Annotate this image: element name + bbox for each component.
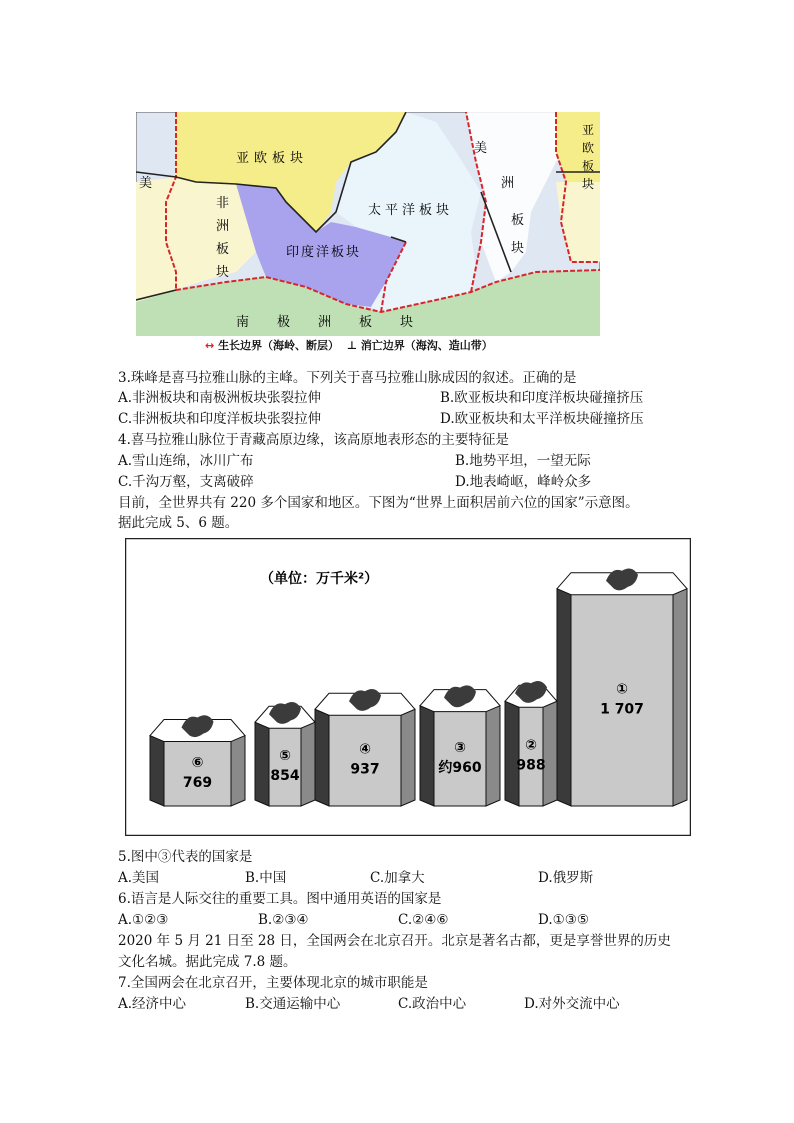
bar-rank-label: ⑤ — [279, 748, 291, 765]
q7-option-c: C.政治中心 — [398, 996, 467, 1012]
intro-7-8-line1: 2020 年 5 月 21 日至 28 日，全国两会在北京召开。北京是著名古都，更是享誉世界的历史 — [118, 933, 671, 949]
area-bar — [557, 568, 687, 806]
q5-option-b: B.中国 — [245, 870, 287, 886]
area-bar — [150, 715, 245, 806]
q7-option-a: A.经济中心 — [118, 996, 187, 1012]
label-america-1: 美 — [474, 141, 488, 156]
label-pacific: 太平洋板块 — [368, 203, 454, 218]
bar-side — [505, 701, 519, 806]
q3-option-c: C.非洲板块和印度洋板块张裂拉伸 — [118, 411, 322, 427]
label-africa-4: 块 — [216, 265, 230, 280]
label-america-4: 块 — [511, 241, 525, 256]
q5-option-d: D.俄罗斯 — [538, 870, 594, 886]
bar-rank-label: ⑥ — [191, 754, 204, 771]
bar-side — [557, 589, 571, 806]
q5-stem: 5.图中③代表的国家是 — [118, 849, 253, 865]
area-bar — [505, 681, 557, 806]
label-america-left: 美 — [139, 176, 153, 191]
legend-subduction: 消亡边界（海沟、造山带） — [360, 339, 493, 352]
q4-option-d: D.地表崎岖，峰岭众多 — [455, 474, 592, 490]
label-eurasia-right-4: 块 — [582, 177, 595, 191]
bar-side-right — [486, 706, 500, 806]
bar-rank-label: ② — [525, 737, 537, 754]
label-eurasia-right-2: 欧 — [582, 141, 595, 155]
chart-unit-label: （单位：万千米²） — [260, 571, 379, 587]
plate-tectonics-map — [136, 112, 600, 336]
bar-side-right — [543, 701, 557, 806]
label-eurasia-right-3: 板 — [582, 159, 595, 173]
label-antarctic: 南极洲板块 — [236, 315, 442, 330]
q6-option-c: C.②④⑥ — [398, 912, 449, 928]
bar-value-label: 854 — [270, 768, 300, 785]
q3-option-d: D.欧亚板块和太平洋板块碰撞挤压 — [440, 411, 644, 427]
q6-option-d: D.①③⑤ — [538, 912, 589, 928]
bar-side — [150, 736, 164, 806]
q3-stem: 3.珠峰是喜马拉雅山脉的主峰。下列关于喜马拉雅山脉成因的叙述。正确的是 — [118, 370, 577, 386]
area-bar — [420, 685, 500, 806]
bar-rank-label: ④ — [359, 741, 371, 758]
intro-5-6-line2: 据此完成 5、6 题。 — [118, 515, 239, 531]
q6-option-a: A.①②③ — [118, 912, 169, 928]
q7-option-d: D.对外交流中心 — [524, 996, 620, 1012]
label-america-3: 板 — [511, 213, 525, 228]
bar-value-label: 937 — [350, 761, 380, 778]
q4-option-a: A.雪山连绵，冰川广布 — [118, 453, 254, 469]
bar-value-label: 769 — [182, 774, 213, 791]
q3-option-b: B.欧亚板块和印度洋板块碰撞挤压 — [440, 390, 644, 406]
bar-rank-label: ③ — [454, 739, 466, 756]
bar-side-right — [231, 736, 245, 806]
map-legend — [205, 337, 493, 353]
label-africa-3: 板 — [216, 242, 230, 257]
legend-growth: 生长边界（海岭、断层） — [218, 339, 340, 352]
bar-value-label: 约960 — [438, 759, 482, 776]
q5-option-c: C.加拿大 — [370, 870, 425, 886]
area-bar — [315, 689, 415, 806]
q6-stem: 6.语言是人际交往的重要工具。图中通用英语的国家是 — [118, 891, 442, 907]
intro-5-6-line1: 目前，全世界共有 220 多个国家和地区。下图为“世界上面积居前六位的国家”示意图。 — [118, 495, 639, 511]
intro-7-8-line2: 文化名城。据此完成 7.8 题。 — [118, 954, 297, 970]
subduction-boundary-icon: ⊥ — [346, 339, 357, 352]
growth-boundary-icon: ↔ — [205, 339, 215, 352]
bar-rank-label: ① — [616, 681, 628, 698]
label-africa-2: 洲 — [216, 219, 230, 234]
label-eurasia: 亚欧板块 — [236, 151, 309, 166]
bar-side-right — [401, 709, 415, 806]
label-america-2: 洲 — [501, 176, 515, 191]
q7-option-b: B.交通运输中心 — [245, 996, 341, 1012]
bar-side — [420, 706, 434, 806]
label-eurasia-right-1: 亚 — [582, 123, 595, 137]
bar-value-label: 988 — [516, 757, 546, 774]
bar-side-right — [301, 722, 315, 806]
q6-option-b: B.②③④ — [258, 912, 309, 928]
area-bar — [255, 702, 315, 806]
bar-side-right — [673, 589, 687, 806]
label-indian: 印度洋板块 — [286, 245, 362, 260]
q4-stem: 4.喜马拉雅山脉位于青藏高原边缘，该高原地表形态的主要特征是 — [118, 432, 509, 448]
q3-option-a: A.非洲板块和南极洲板块张裂拉伸 — [118, 390, 322, 406]
country-area-chart — [125, 538, 691, 836]
bar-value-label: 1 707 — [600, 701, 644, 718]
q4-option-b: B.地势平坦，一望无际 — [455, 453, 591, 469]
label-africa-1: 非 — [216, 196, 230, 211]
bar-side — [315, 709, 329, 806]
q4-option-c: C.千沟万壑，支离破碎 — [118, 474, 254, 490]
bar-side — [255, 722, 269, 806]
q5-option-a: A.美国 — [118, 870, 160, 886]
q7-stem: 7.全国两会在北京召开，主要体现北京的城市职能是 — [118, 975, 428, 991]
